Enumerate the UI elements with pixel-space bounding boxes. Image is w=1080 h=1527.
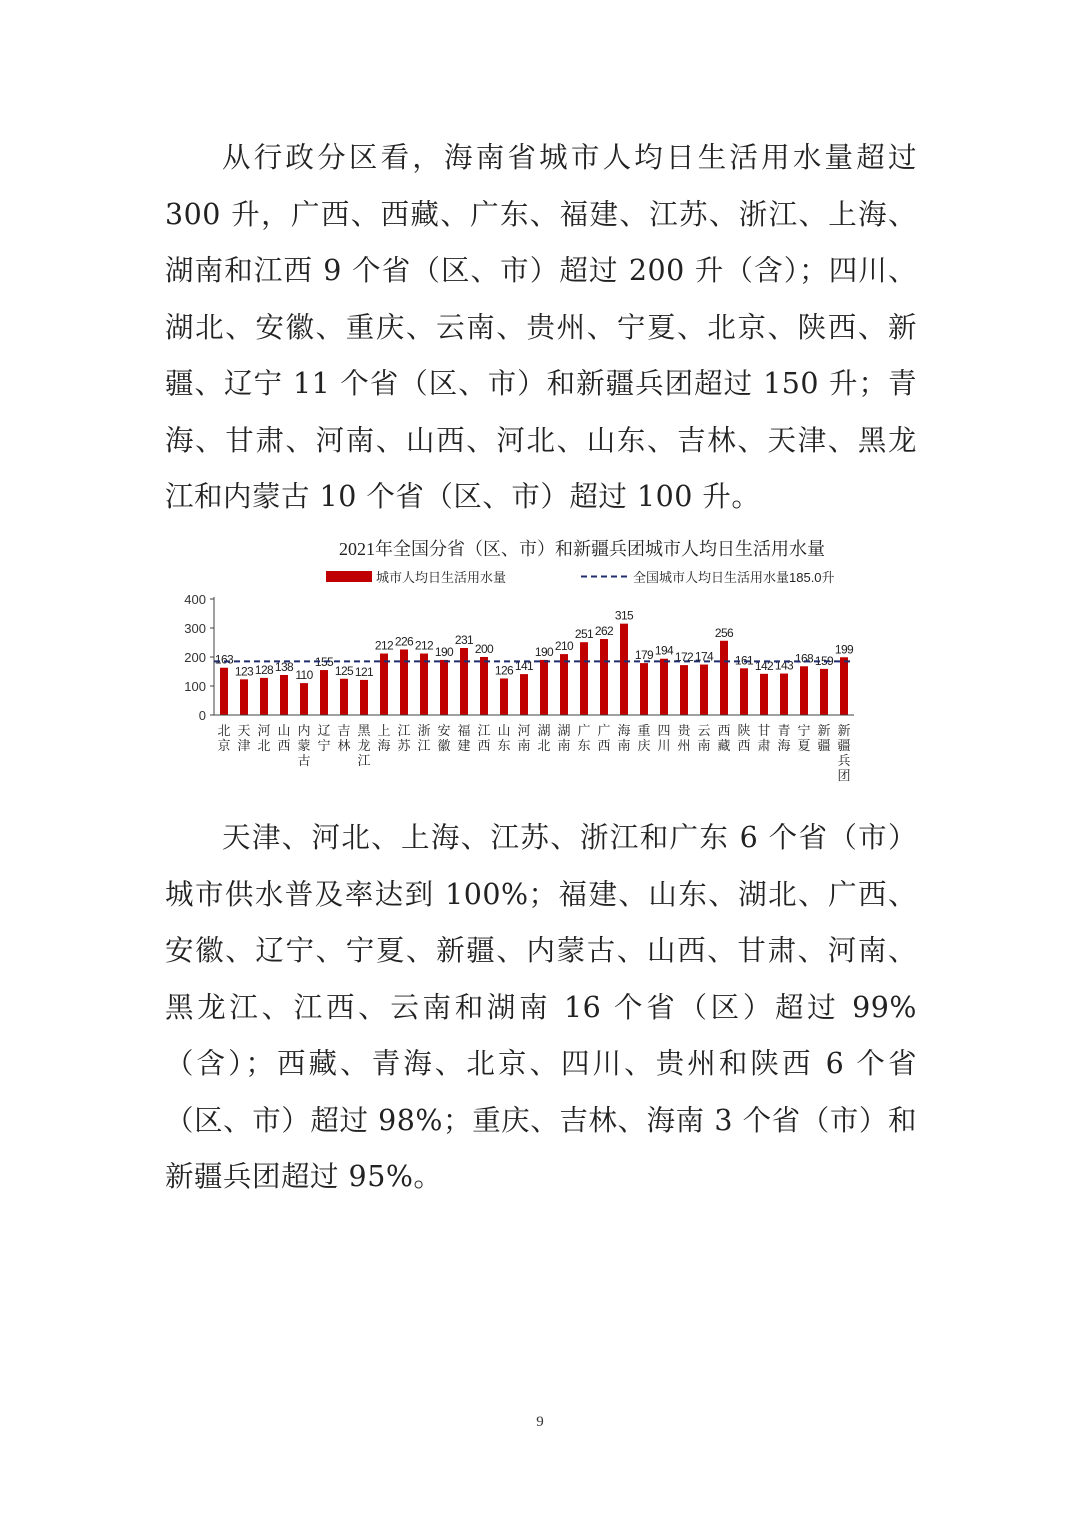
x-tick-label: 陕西 — [737, 724, 751, 754]
x-tick-label: 吉林 — [337, 724, 351, 754]
bar-series — [220, 624, 848, 715]
x-tick-label: 广西 — [597, 724, 611, 754]
data-label: 174 — [694, 649, 714, 664]
x-tick-label: 内蒙古 — [297, 724, 311, 769]
x-tick-label: 辽宁 — [317, 724, 331, 754]
data-label: 212 — [374, 638, 394, 653]
data-label: 168 — [794, 651, 814, 666]
x-tick-label: 河北 — [257, 724, 271, 754]
x-tick-label: 云南 — [697, 724, 711, 754]
bar-黑龙江 — [360, 680, 368, 715]
legend-bar-swatch — [326, 571, 372, 582]
bar-江西 — [480, 657, 488, 715]
y-tick-label: 200 — [184, 650, 206, 665]
data-label: 141 — [514, 659, 534, 674]
y-axis — [184, 592, 214, 723]
paragraph-2: 天津、河北、上海、江苏、浙江和广东 6 个省（市）城市供水普及率达到 100%；福建、山东、湖北、广西、安徽、辽宁、宁夏、新疆、内蒙古、山西、甘肃、河南、黑龙江、江西、云南和湖南 16 个省（区）超过 99%（含）；西藏、青海、北京、四川、贵州和陕西 6 个省（区、市）超过 98%；重庆、吉林、海南 3 个省（市）和新疆兵团超过 95%。 — [165, 821, 917, 1193]
data-label: 163 — [214, 652, 234, 667]
bar-天津 — [240, 679, 248, 715]
x-tick-label: 天津 — [237, 724, 251, 754]
bar-重庆 — [640, 663, 648, 715]
bar-山东 — [500, 678, 508, 715]
x-tick-label: 江西 — [477, 724, 491, 754]
bar-广西 — [600, 639, 608, 715]
bar-湖北 — [540, 660, 548, 715]
x-tick-label: 青海 — [777, 724, 791, 754]
data-label: 179 — [634, 648, 654, 663]
bar-云南 — [700, 665, 708, 715]
bar-北京 — [220, 668, 228, 715]
data-label: 123 — [234, 664, 254, 679]
x-tick-label: 四川 — [657, 724, 671, 754]
bar-海南 — [620, 624, 628, 715]
x-tick-label: 宁夏 — [797, 724, 811, 754]
data-label: 143 — [774, 658, 794, 673]
bar-辽宁 — [320, 670, 328, 715]
y-tick-label: 400 — [184, 592, 206, 607]
x-tick-label: 贵州 — [677, 724, 691, 754]
bar-四川 — [660, 659, 668, 715]
bar-陕西 — [740, 668, 748, 715]
bar-河北 — [260, 678, 268, 715]
data-label: 121 — [354, 664, 374, 679]
y-tick-label: 300 — [184, 621, 206, 636]
bar-山西 — [280, 675, 288, 715]
bar-吉林 — [340, 679, 348, 715]
bar-河南 — [520, 674, 528, 715]
bar-湖南 — [560, 654, 568, 715]
x-tick-label: 北京 — [217, 724, 231, 754]
x-tick-label: 湖南 — [557, 724, 571, 754]
x-tick-label: 新疆兵团 — [837, 724, 851, 784]
x-tick-label: 新疆 — [817, 724, 831, 754]
bar-浙江 — [420, 654, 428, 715]
bar-内蒙古 — [300, 683, 308, 715]
bar-贵州 — [680, 665, 688, 715]
x-tick-label: 海南 — [617, 724, 631, 754]
bar-新疆 — [820, 669, 828, 715]
data-label: 231 — [454, 633, 474, 648]
x-tick-label: 河南 — [517, 724, 531, 754]
data-label: 226 — [394, 634, 414, 649]
x-tick-label: 西藏 — [717, 724, 731, 754]
legend-line-label: 全国城市人均日生活用水量185.0升 — [633, 570, 835, 585]
data-label: 159 — [814, 653, 834, 668]
legend-bar-label: 城市人均日生活用水量 — [376, 570, 507, 585]
data-label: 110 — [295, 668, 313, 683]
x-tick-label: 广东 — [577, 724, 591, 754]
data-label: 161 — [734, 653, 754, 668]
data-label: 172 — [674, 650, 694, 665]
bar-安徽 — [440, 660, 448, 715]
x-tick-label: 重庆 — [637, 724, 651, 754]
data-label: 125 — [334, 663, 354, 678]
chart-legend — [326, 570, 835, 585]
bar-江苏 — [400, 649, 408, 715]
y-tick-label: 100 — [184, 679, 206, 694]
x-tick-label: 甘肃 — [757, 724, 771, 754]
data-label: 315 — [614, 608, 634, 623]
bar-上海 — [380, 654, 388, 715]
paragraph-1: 从行政分区看，海南省城市人均日生活用水量超过 300 升，广西、西藏、广东、福建、江苏、浙江、上海、湖南和江西 9 个省（区、市）超过 200 升（含）；四川、湖北、安徽、重庆、云南、贵州、宁夏、北京、陕西、新疆、辽宁 11 个省（区、市）和新疆兵团超过 150 升；青海、甘肃、河南、山西、河北、山东、吉林、天津、黑龙江和内蒙古 10 个省（区、市）超过 100 升。 — [165, 141, 917, 513]
data-label: 200 — [474, 642, 494, 656]
x-tick-label: 江苏 — [397, 724, 411, 754]
bar-广东 — [580, 642, 588, 715]
data-labels — [215, 609, 854, 682]
data-label: 262 — [594, 624, 614, 639]
page-number: 9 — [536, 1414, 544, 1430]
data-label: 190 — [534, 644, 554, 659]
data-label: 194 — [654, 643, 674, 658]
data-label: 128 — [254, 662, 274, 677]
x-tick-label: 浙江 — [417, 724, 431, 754]
bar-甘肃 — [760, 674, 768, 715]
x-tick-label: 黑龙江 — [357, 724, 371, 769]
data-label: 142 — [754, 658, 774, 673]
x-axis — [214, 715, 854, 784]
data-label: 190 — [434, 644, 454, 659]
x-tick-label: 上海 — [377, 724, 391, 754]
x-tick-label: 福建 — [457, 724, 471, 754]
x-tick-label: 山东 — [497, 724, 511, 754]
data-label: 212 — [414, 638, 434, 653]
bar-新疆兵团 — [840, 657, 848, 715]
data-label: 251 — [574, 627, 594, 642]
chart-title: 2021年全国分省（区、市）和新疆兵团城市人均日生活用水量 — [339, 539, 825, 559]
data-label: 155 — [314, 655, 334, 670]
y-tick-label: 0 — [198, 708, 206, 723]
data-label: 126 — [494, 663, 514, 678]
bar-chart — [160, 528, 900, 798]
x-tick-label: 山西 — [277, 724, 291, 754]
bar-宁夏 — [800, 666, 808, 715]
x-tick-label: 安徽 — [437, 724, 451, 754]
x-tick-label: 湖北 — [537, 724, 551, 754]
data-label: 256 — [714, 625, 734, 640]
bar-西藏 — [720, 641, 728, 715]
data-label: 199 — [834, 642, 854, 657]
bar-福建 — [460, 648, 468, 715]
data-label: 210 — [554, 639, 574, 654]
data-label: 138 — [274, 659, 294, 674]
bar-青海 — [780, 674, 788, 715]
